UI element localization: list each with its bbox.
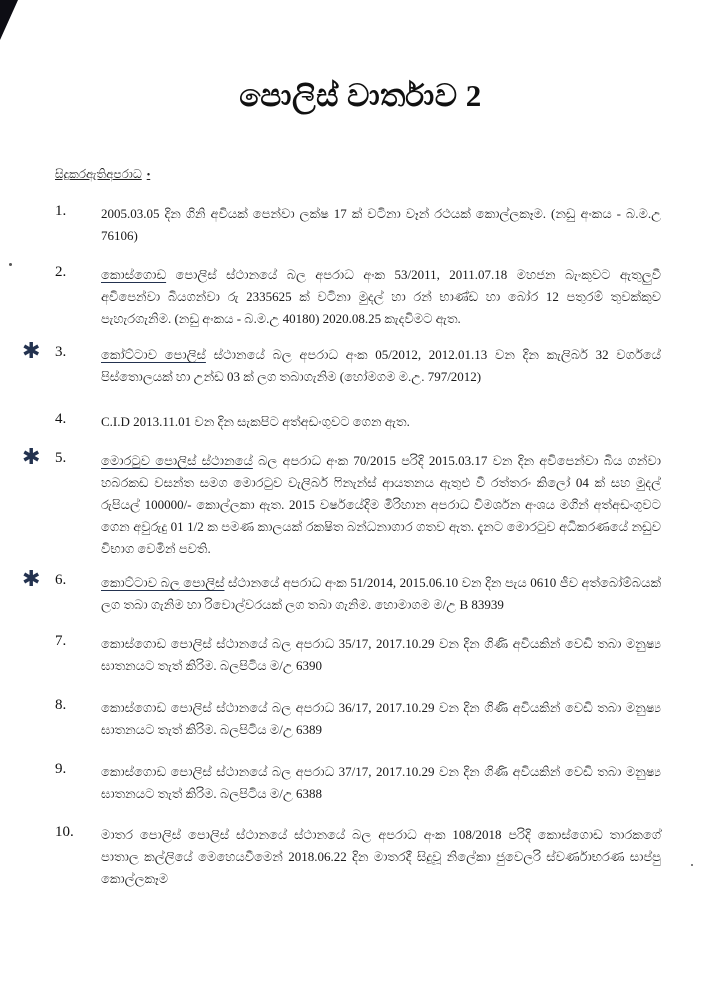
item-number: 1. (55, 203, 67, 219)
item-text (101, 264, 661, 330)
scan-edge-shadow (0, 0, 18, 40)
item-body: ස්ථානයේ අපරාධ අංක 51/2014, 2015.06.10 වන දින පැය 0610 ජීව අත්බෝම්බයක් ලග තබා ගැනිම හා රිවොල්වරයක් ලග තබා ගැනිම. හොමාගම ම/උ B 83939 (101, 575, 661, 612)
item-body: මාතර පොලිස් පොලිස් ස්ථානයේ ස්ථානයේ බල අපරාධ අංක 108/2018 පරිදි කොස්ගොඩ තාරකගේ පාතාල කල්ලියේ මෙහෙයවීමෙන් 2018.06.22 දින මාතරදී සිදුවූ නිලේකා ජුවෙලරි ස්වර්ණාභරණ සාප්පු කොල්ලකෑම (101, 827, 661, 886)
item-number: 8. (55, 697, 67, 713)
item-body: බල අපරාධ අංක 70/2015 පරිදි 2015.03.17 වන දින අවිපෙන්වා බිය ගන්වා හබරකඩ වසන්ත සමග මොරටුව වැලිබර් ෆිනැන්ස් ආයතනය ඇතුළු වී රත්තරං කිලෝ 04 ක් සහ මුදල් රුපියල් 100000/- කොල්ලකා ඇත. 2015 වර්ෂයේදිම මිරිහාන අපරාධ විමර්ශන අංශය මගින් අත්අඩංගුවට ගෙන අවුරුදු 01 1/2 ක පමණ කාලයක් රකෂිත බන්ධනාගාර ගතව ඇත. දැනට මොරටුව අධිකරණයේ නඩුව විභාග වෙමින් පවති. (101, 453, 661, 556)
handwritten-asterisk-icon: ✱ (22, 567, 41, 592)
underlined-station-name: මොරටුව පොලිස් ස්ථානයේ (101, 453, 253, 468)
item-number: 3. (55, 344, 67, 360)
page-title: පොලිස් වාර්තාව 2 (239, 78, 482, 113)
item-text (101, 824, 661, 890)
item-text (101, 633, 661, 677)
handwritten-asterisk-icon: ✱ (22, 339, 41, 364)
item-body: C.I.D 2013.11.01 වන දින සැකපිට අත්අඩංගුවට ගෙන ඇත. (101, 414, 410, 429)
item-body: කොස්ගොඩ පොලිස් ස්ථානයේ බල අපරාධ 37/17, 2017.10.29 වන දින ගිණි අවියකින් වෙඩි තබා මනුෂ්‍ය ඝාතනයට තැත් කිරිම. බලපිටිය ම/උ 6388 (101, 764, 661, 801)
item-text (101, 411, 661, 433)
item-text (101, 697, 661, 741)
section-heading-text: සිදුකරඇතිඅපරාධ (55, 167, 142, 181)
handwritten-asterisk-icon: ✱ (22, 445, 41, 470)
scan-speck (9, 263, 12, 266)
item-number: 5. (55, 450, 67, 466)
underlined-station-name: කොට්ටාව බල පොලිස් (101, 575, 225, 590)
underlined-station-name: කොස්ගොඩ (101, 267, 167, 282)
item-body: කොස්ගොඩ පොලිස් ස්ථානයේ බල අපරාධ 36/17, 2017.10.29 වන දින ගිණි අවියකින් වෙඩි තබා මනුෂ්‍ය ඝාතනයට තැත් කිරිම. බලපිටිය ම/උ 6389 (101, 700, 661, 737)
scan-speck (691, 864, 693, 866)
item-text (101, 761, 661, 805)
section-heading (55, 167, 150, 182)
item-text (101, 344, 661, 388)
item-body: කොස්ගොඩ පොලිස් ස්ථානයේ බල අපරාධ 35/17, 2017.10.29 වන දින ගිණි අවියකින් වෙඩි තබා මනුෂ්‍ය ඝාතනයට තැත් කිරිම. බලපිටිය ම/උ 6390 (101, 636, 661, 673)
item-body: 2005.03.05 දින ගිනි අවියක් පෙන්වා ලක්ෂ 17 ක් වටිනා වෑන් රථයක් කොල්ලකෑම. (නඩු අංකය - බ.ම.උ 76106) (101, 206, 661, 243)
item-body: පොලිස් ස්ථානයේ බල අපරාධ අංක 53/2011, 2011.07.18 මහජන බැංකුවට ඇතුලුවී අවිපෙන්වා බියගන්වා රු 2335625 ක් වටිනා මුදල් හා රන් භාණ්ඩ හා බෝර 12 පතුරම් තුවක්කුව පැහැරගැනිම. (නඩු අංකය - බ.ම.උ 40180) 2020.08.25 කැදවිමට ඇත. (101, 267, 661, 326)
section-heading-bullet: • (146, 170, 151, 181)
underlined-station-name: කෝට්ටාව පොලිස් (101, 347, 206, 362)
item-number: 2. (55, 264, 67, 280)
item-number: 6. (55, 572, 67, 588)
item-body: ස්ථානයේ බල අපරාධ අංක 05/2012, 2012.01.13 වන දින කැලිබර් 32 වර්ගයේ පිස්තොලයක් හා උන්ඩ 03 ක් ලග තබාගැනිම (හෝමගම ම.උ. 797/2012) (101, 347, 661, 384)
item-number: 7. (55, 633, 67, 649)
item-text (101, 203, 661, 247)
item-text (101, 572, 661, 616)
item-text (101, 450, 661, 560)
item-number: 4. (55, 411, 67, 427)
item-number: 10. (55, 824, 74, 840)
item-number: 9. (55, 761, 67, 777)
